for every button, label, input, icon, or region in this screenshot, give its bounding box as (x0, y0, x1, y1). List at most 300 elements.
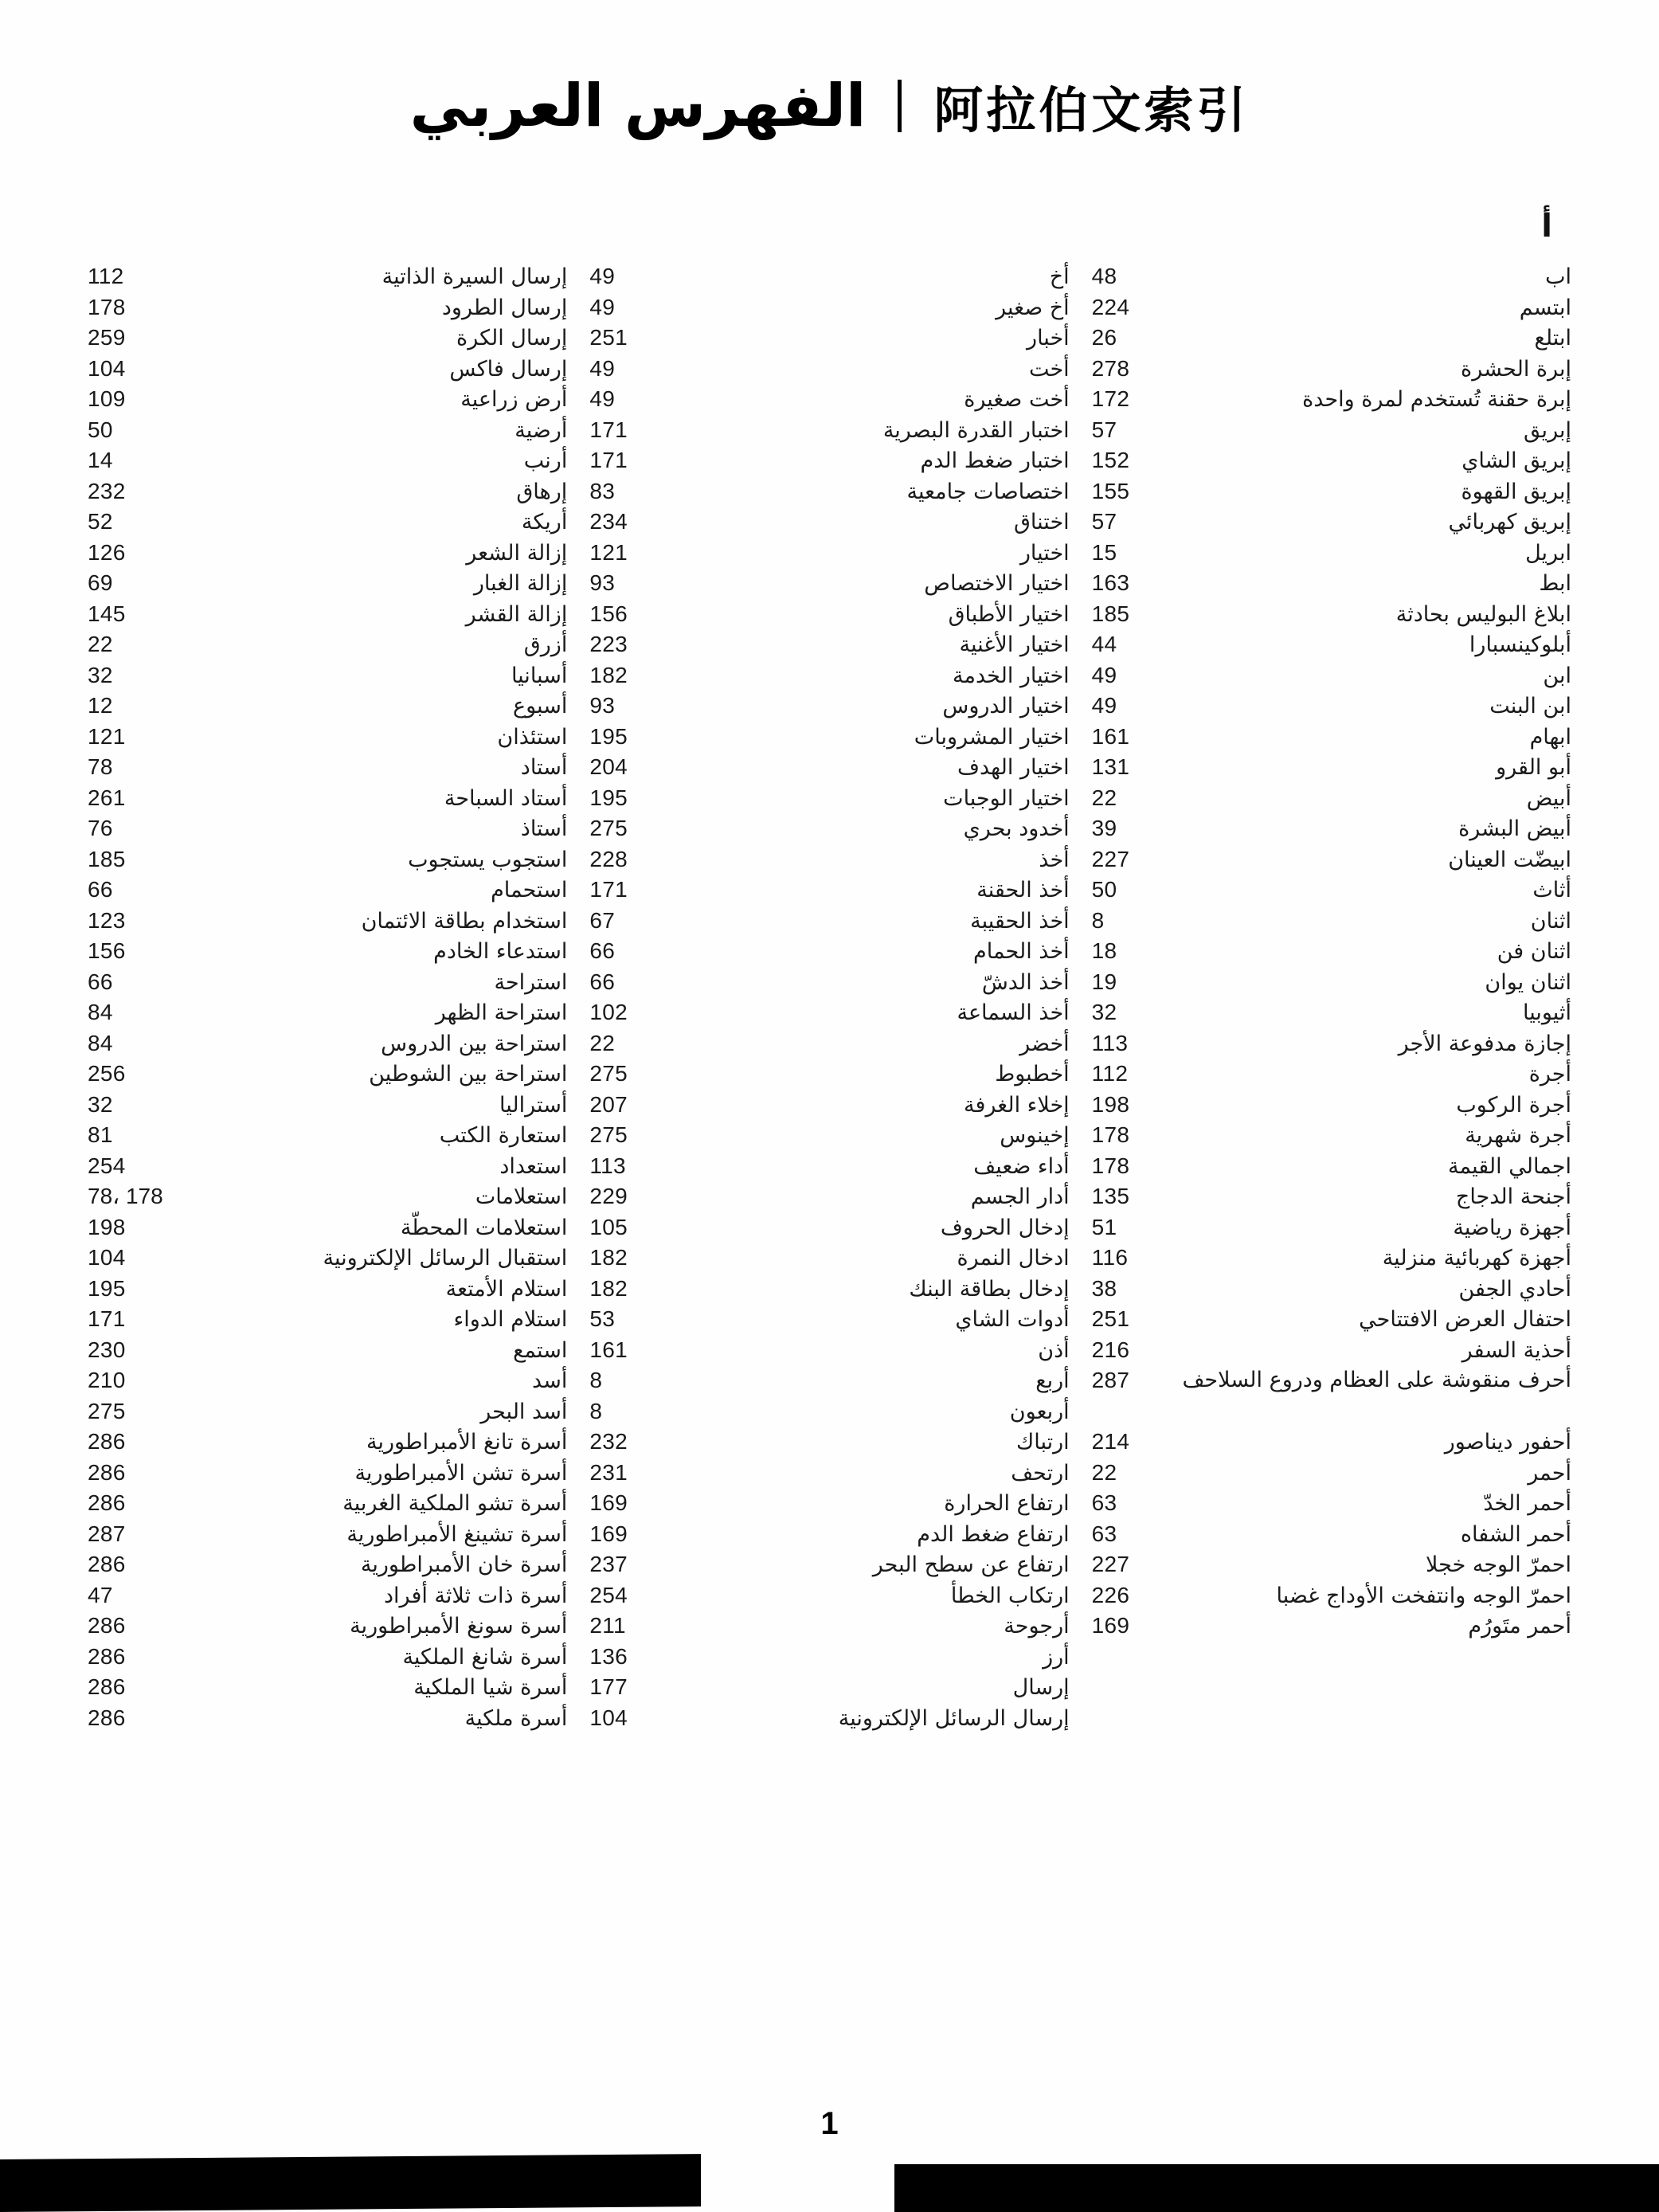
entry-page-number: 126 (88, 539, 126, 565)
entry-term: استراحة (494, 969, 568, 995)
entry-page-number: 49 (589, 355, 616, 381)
entry-term: اختبار ضغط الدم (920, 448, 1070, 473)
index-entry (88, 507, 567, 538)
entry-page-number: 182 (589, 1245, 628, 1270)
index-entry (1092, 967, 1571, 998)
entry-term: إدخال الحروف (940, 1215, 1070, 1240)
index-entry (589, 1703, 1069, 1734)
entry-term: أخدود بحري (963, 816, 1070, 841)
entry-page-number: 171 (88, 1306, 126, 1331)
index-entry (88, 1396, 567, 1427)
arabic-title: الفهرس العربي (409, 72, 867, 140)
index-entry (88, 599, 567, 630)
index-entry (589, 445, 1069, 476)
entry-page-number: 69 (88, 570, 113, 595)
entry-page-number: 287 (88, 1521, 126, 1546)
index-entry (88, 997, 567, 1028)
entry-page-number: 177 (589, 1674, 628, 1699)
index-entry (589, 476, 1069, 507)
entry-page-number: 50 (1091, 877, 1117, 902)
index-entry (88, 1304, 567, 1335)
entry-page-number: 102 (589, 1000, 628, 1024)
index-entry (88, 875, 567, 906)
index-entry (589, 1365, 1069, 1396)
entry-page-number: 155 (1091, 478, 1130, 503)
entry-page-number: 178 (1091, 1122, 1130, 1147)
entry-page-number: 254 (88, 1153, 126, 1178)
index-entry (1092, 875, 1571, 906)
entry-page-number: 169 (589, 1490, 628, 1515)
index-entry (589, 1458, 1069, 1489)
entry-term: أرنب (523, 448, 568, 473)
entry-page-number: 163 (1091, 570, 1130, 595)
index-entry (88, 844, 567, 875)
index-entry (88, 261, 567, 292)
entry-page-number: 53 (589, 1306, 616, 1331)
entry-page-number: 169 (1091, 1613, 1130, 1638)
entry-page-number: 19 (1091, 969, 1117, 994)
entry-term: استدعاء الخادم (433, 939, 568, 964)
entry-page-number: 210 (88, 1368, 126, 1392)
entry-page-number: 109 (88, 386, 126, 411)
index-entry (1092, 1243, 1571, 1274)
entry-term: أسد (532, 1368, 568, 1393)
entry-page-number: 237 (589, 1552, 628, 1576)
scan-artifact-right (894, 2164, 1659, 2212)
index-entry (88, 1151, 567, 1182)
index-entry (1092, 844, 1571, 875)
index-entry (589, 323, 1069, 354)
entry-term: إرسال السيرة الذاتية (381, 264, 568, 289)
index-entry (88, 906, 567, 937)
entry-term: اختيار الاختصاص (924, 571, 1070, 596)
index-entry (1092, 599, 1571, 630)
entry-term: إبريق القهوة (1461, 479, 1571, 504)
index-entry (1092, 323, 1571, 354)
entry-term: ابتسم (1519, 295, 1571, 320)
entry-term: اب (1545, 264, 1571, 289)
index-entry (589, 722, 1069, 753)
entry-page-number: 286 (88, 1429, 126, 1454)
entry-page-number: 185 (88, 846, 126, 871)
entry-term: اثنان (1530, 908, 1571, 934)
entry-term: أرز (1043, 1644, 1070, 1670)
entry-page-number: 66 (589, 938, 616, 963)
entry-page-number: 78 (88, 754, 113, 779)
index-entry (88, 1181, 567, 1212)
index-entry (1092, 354, 1571, 385)
scan-artifact-left (0, 2154, 701, 2212)
entry-term: استخدام بطاقة الائتمان (361, 908, 568, 934)
entry-term: ارتفاع عن سطح البحر (872, 1552, 1070, 1577)
index-entry (589, 1672, 1069, 1703)
index-entry (1092, 752, 1571, 783)
column-right (1081, 209, 1583, 1733)
entry-page-number: 229 (589, 1184, 628, 1208)
index-entry (88, 1703, 567, 1734)
entry-page-number: 161 (1091, 723, 1130, 749)
entry-page-number: 104 (589, 1705, 628, 1730)
entry-page-number: 214 (1091, 1429, 1130, 1454)
entry-page-number: 12 (88, 693, 113, 718)
entry-term: استعلامات (475, 1184, 568, 1209)
index-entry (589, 1212, 1069, 1243)
entry-term: أسرة ذات ثلاثة أفراد (384, 1583, 568, 1608)
index-entry (1092, 1181, 1571, 1212)
entry-page-number: 48 (1091, 264, 1117, 288)
entry-page-number: 286 (88, 1459, 126, 1485)
index-entry (1092, 1274, 1571, 1305)
entry-term: أحادي الجفن (1458, 1276, 1571, 1302)
index-entry (589, 936, 1069, 967)
index-entry (589, 1580, 1069, 1611)
entry-page-number: 8 (1091, 907, 1105, 933)
entry-page-number: 182 (589, 1275, 628, 1301)
entry-term: ارتكاب الخطأ (950, 1583, 1070, 1608)
entry-page-number: 286 (88, 1705, 126, 1730)
index-entry (589, 1335, 1069, 1366)
index-entry (88, 415, 567, 446)
index-entry (88, 1335, 567, 1366)
index-entry (1092, 813, 1571, 844)
title-divider (898, 80, 902, 132)
entry-term: إبريق الشاي (1461, 448, 1571, 473)
index-entry (1092, 476, 1571, 507)
entry-page-number: 156 (88, 938, 126, 963)
index-columns (76, 209, 1583, 1733)
entry-term: إزالة الشعر (466, 540, 568, 566)
entry-page-number: 178 (88, 294, 126, 319)
entry-term: أجرة شهرية (1465, 1123, 1571, 1148)
entry-page-number: 286 (88, 1643, 126, 1669)
entry-page-number: 195 (589, 723, 628, 749)
entry-term: أبيض البشرة (1458, 816, 1571, 841)
entry-term: أدوات الشاي (955, 1307, 1070, 1332)
entry-page-number: 84 (88, 1030, 113, 1055)
index-entry (88, 1028, 567, 1059)
index-entry (88, 1365, 567, 1396)
entry-term: أثيوبيا (1522, 1000, 1571, 1025)
entry-page-number: 113 (1091, 1030, 1129, 1055)
entry-page-number: 14 (88, 448, 113, 472)
entry-page-number: 286 (88, 1552, 126, 1576)
index-entry (589, 1028, 1069, 1059)
index-entry (88, 1458, 567, 1489)
index-entry (88, 967, 567, 998)
entry-page-number: 93 (589, 693, 616, 718)
entry-page-number: 185 (1091, 601, 1130, 626)
index-entry (88, 1519, 567, 1550)
entry-term: ابلاغ البوليس بحادثة (1395, 601, 1571, 627)
entry-term: استقبال الرسائل الإلكترونية (323, 1246, 568, 1270)
index-entry (88, 1642, 567, 1673)
entry-term: استجوب يستجوب (408, 847, 568, 872)
index-entry (1092, 292, 1571, 323)
entry-term: أسد البحر (480, 1399, 568, 1424)
entry-term: اختيار المشروبات (914, 724, 1070, 750)
entry-term: أخ صغير (996, 295, 1070, 320)
entry-term: أحفور ديناصور (1444, 1430, 1571, 1454)
entry-page-number: 136 (589, 1643, 628, 1669)
entry-term: استحمام (491, 878, 568, 902)
entry-term: استعلامات المحطّة (400, 1215, 568, 1240)
entry-term: أرضية (515, 417, 568, 443)
entry-term: إخلاء الغرفة (964, 1092, 1070, 1118)
entry-page-number: 81 (88, 1122, 113, 1147)
entry-page-number: 207 (589, 1091, 628, 1117)
entry-term: ابيضّت العينان (1448, 847, 1571, 872)
entry-term: أستاذ (520, 816, 568, 841)
index-entry (88, 752, 567, 783)
entry-page-number: 123 (88, 907, 126, 933)
index-entry (88, 1427, 567, 1458)
entry-page-number: 195 (88, 1275, 126, 1301)
entry-term: ابن (1543, 663, 1571, 688)
entry-page-number: 8 (589, 1398, 603, 1423)
entry-term: إرهاق (516, 479, 568, 504)
index-entry (1092, 1120, 1571, 1151)
entry-page-number: 171 (589, 877, 628, 902)
index-entry (88, 1274, 567, 1305)
entry-term: أسرة خان الأمبراطورية (360, 1552, 568, 1577)
index-entry (88, 1090, 567, 1121)
entry-term: أسرة تانغ الأمبراطورية (366, 1430, 568, 1454)
entry-page-number: 232 (589, 1429, 628, 1454)
entry-term: اثنان فن (1497, 939, 1571, 964)
entry-page-number: 83 (589, 478, 616, 503)
index-entry (589, 538, 1069, 569)
entry-page-number: 38 (1091, 1275, 1117, 1301)
column-middle (578, 209, 1080, 1733)
entry-page-number: 227 (1091, 846, 1130, 871)
entry-term: أسرة شيا الملكية (413, 1675, 568, 1700)
entry-term: استراحة بين الدروس (381, 1031, 568, 1056)
entry-page-number: 287 (1091, 1368, 1130, 1392)
entry-page-number: 57 (1091, 417, 1117, 442)
index-entry (589, 354, 1069, 385)
entry-page-number: 204 (589, 754, 628, 779)
entry-page-number: 22 (1091, 785, 1117, 810)
entry-term: أخبار (1027, 326, 1070, 350)
entry-page-number: 47 (88, 1582, 113, 1607)
entry-term: أجهزة كهربائية منزلية (1382, 1246, 1571, 1270)
entry-term: استراحة بين الشوطين (369, 1062, 568, 1086)
entry-term: أخذ السماعة (957, 1000, 1070, 1025)
entry-page-number: 275 (589, 1061, 628, 1086)
entry-term: احتفال العرض الافتتاحي (1359, 1307, 1571, 1332)
index-entry (1092, 1059, 1571, 1090)
entry-term: أربعون (1009, 1399, 1070, 1424)
entry-term: أخذ الحقنة (976, 878, 1070, 902)
index-entry (1092, 1212, 1571, 1243)
entry-term: اختصاصات جامعية (906, 479, 1070, 504)
entry-term: إرسال (1012, 1675, 1070, 1700)
entry-term: ابهام (1529, 724, 1571, 750)
index-entry (1092, 691, 1571, 722)
index-entry (1092, 1365, 1571, 1427)
index-entry (88, 1580, 567, 1611)
entry-page-number: 26 (1091, 325, 1117, 350)
index-entry (88, 445, 567, 476)
entry-term: أجهزة رياضية (1453, 1215, 1571, 1240)
entry-page-number: 131 (1091, 754, 1130, 779)
entry-page-number: 63 (1091, 1521, 1117, 1546)
entry-term: إرسال الطرود (441, 295, 568, 320)
entry-term: احمرّ الوجه وانتفخت الأوداج غضبا (1276, 1583, 1571, 1608)
index-entry (589, 507, 1069, 538)
index-entry (589, 967, 1069, 998)
entry-page-number: 254 (589, 1582, 628, 1607)
entry-page-number: 66 (88, 969, 113, 994)
entry-page-number: 172 (1091, 386, 1130, 411)
entry-term: أبيض (1526, 785, 1571, 811)
index-entry (88, 292, 567, 323)
entry-term: أستاد (520, 755, 568, 780)
entry-page-number: 32 (88, 662, 113, 687)
entry-term: أخذ الحمام (973, 939, 1070, 964)
entry-term: أحذية السفر (1461, 1337, 1571, 1363)
entry-page-number: 78، 178 (88, 1184, 163, 1208)
index-entry (589, 1059, 1069, 1090)
entry-term: ارتحف (1011, 1460, 1070, 1486)
index-entry (1092, 415, 1571, 446)
letter-heading: أ (1541, 208, 1552, 245)
entry-page-number: 286 (88, 1613, 126, 1638)
index-entry (589, 875, 1069, 906)
entry-page-number: 224 (1091, 294, 1130, 319)
entry-term: أسبانيا (511, 663, 568, 688)
entry-term: استئذان (497, 724, 568, 750)
index-entry (589, 415, 1069, 446)
index-entry (1092, 629, 1571, 660)
entry-term: أخ (1049, 264, 1070, 289)
entry-page-number: 286 (88, 1490, 126, 1515)
entry-term: إبريق (1524, 417, 1571, 443)
entry-page-number: 251 (589, 325, 628, 350)
entry-term: أجرة الركوب (1456, 1092, 1571, 1118)
index-entry (1092, 507, 1571, 538)
index-entry (1092, 1549, 1571, 1580)
entry-term: اثنان يوان (1485, 969, 1571, 995)
index-entry (589, 1274, 1069, 1305)
index-entry (1092, 538, 1571, 569)
entry-page-number: 152 (1091, 448, 1130, 472)
entry-page-number: 231 (589, 1459, 628, 1485)
index-entry (589, 1611, 1069, 1642)
entry-page-number: 121 (589, 539, 628, 565)
index-entry (1092, 445, 1571, 476)
entry-term: إرسال الرسائل الإلكترونية (838, 1705, 1070, 1731)
entry-term: أربع (1035, 1368, 1070, 1393)
entry-term: أجرة (1528, 1062, 1571, 1086)
entry-term: ارتفاع الحرارة (944, 1491, 1070, 1516)
index-entry (589, 384, 1069, 415)
index-entry (1092, 783, 1571, 814)
index-entry (88, 691, 567, 722)
column-left (76, 209, 578, 1733)
entry-term: أسرة سونغ الأمبراطورية (350, 1614, 568, 1638)
entry-page-number: 66 (88, 877, 113, 902)
entry-page-number: 232 (88, 478, 126, 503)
entry-term: إدخال بطاقة البنك (909, 1276, 1070, 1302)
entry-page-number: 76 (88, 816, 113, 840)
entry-page-number: 22 (589, 1030, 616, 1055)
entry-term: أخطبوط (995, 1062, 1070, 1086)
entry-page-number: 216 (1091, 1337, 1130, 1362)
index-entry (589, 1549, 1069, 1580)
entry-page-number: 211 (589, 1613, 626, 1638)
entry-term: أسرة شانغ الملكية (402, 1644, 568, 1670)
entry-term: إبرة حقنة تُستخدم لمرة واحدة (1302, 387, 1571, 412)
entry-page-number: 32 (88, 1091, 113, 1117)
entry-term: أسبوع (512, 694, 568, 718)
index-entry (589, 292, 1069, 323)
entry-page-number: 228 (589, 846, 628, 871)
index-entry (589, 568, 1069, 599)
entry-term: اختيار الأطباق (948, 601, 1070, 627)
entry-term: اختيار الهدف (957, 755, 1070, 780)
entry-term: أخت صغيرة (964, 387, 1070, 412)
entry-page-number: 230 (88, 1337, 126, 1362)
entry-term: أزرق (523, 632, 568, 657)
index-entry (589, 1243, 1069, 1274)
index-entry (589, 629, 1069, 660)
entry-term: اختيار (1019, 540, 1070, 566)
entry-page-number: 178 (1091, 1153, 1130, 1178)
entry-term: أبلوكينسبارا (1469, 632, 1571, 657)
entry-page-number: 259 (88, 325, 126, 350)
entry-page-number: 145 (88, 601, 126, 626)
index-entry (88, 660, 567, 691)
entry-page-number: 226 (1091, 1582, 1130, 1607)
index-entry (88, 354, 567, 385)
chinese-title: 阿拉伯文索引 (933, 81, 1250, 139)
entry-term: ابريل (1525, 540, 1571, 566)
entry-page-number: 8 (589, 1368, 603, 1392)
index-entry (589, 1304, 1069, 1335)
entry-page-number: 171 (589, 448, 628, 472)
entry-page-number: 169 (589, 1521, 628, 1546)
entry-term: إبرة الحشرة (1461, 356, 1571, 382)
entry-term: إخينوس (1000, 1123, 1070, 1148)
entry-term: استراحة الظهر (435, 1000, 568, 1025)
entry-page-number: 66 (589, 969, 616, 994)
entry-page-number: 135 (1091, 1184, 1130, 1208)
entry-page-number: 275 (88, 1398, 126, 1423)
entry-term: أسرة ملكية (464, 1705, 568, 1731)
index-entry (1092, 261, 1571, 292)
index-entry (1092, 936, 1571, 967)
entry-term: إزالة الغبار (473, 571, 568, 596)
entry-page-number: 112 (88, 264, 124, 288)
entry-term: اختيار الأغنية (959, 632, 1070, 657)
entry-page-number: 198 (88, 1214, 126, 1239)
entry-term: أخذ (1039, 847, 1070, 872)
index-entry (589, 1181, 1069, 1212)
index-entry (1092, 1304, 1571, 1335)
entry-page-number: 57 (1091, 509, 1117, 534)
entry-term: أحمر متَورُم (1468, 1614, 1571, 1638)
page-header (0, 72, 1659, 140)
entry-page-number: 161 (589, 1337, 628, 1362)
entry-term: استعداد (499, 1153, 568, 1179)
index-entry (589, 906, 1069, 937)
entry-page-number: 67 (589, 907, 616, 933)
entry-page-number: 49 (1091, 693, 1117, 718)
entry-term: ارتباك (1015, 1430, 1070, 1454)
entry-term: أخضر (1019, 1031, 1070, 1056)
index-entry (1092, 722, 1571, 753)
